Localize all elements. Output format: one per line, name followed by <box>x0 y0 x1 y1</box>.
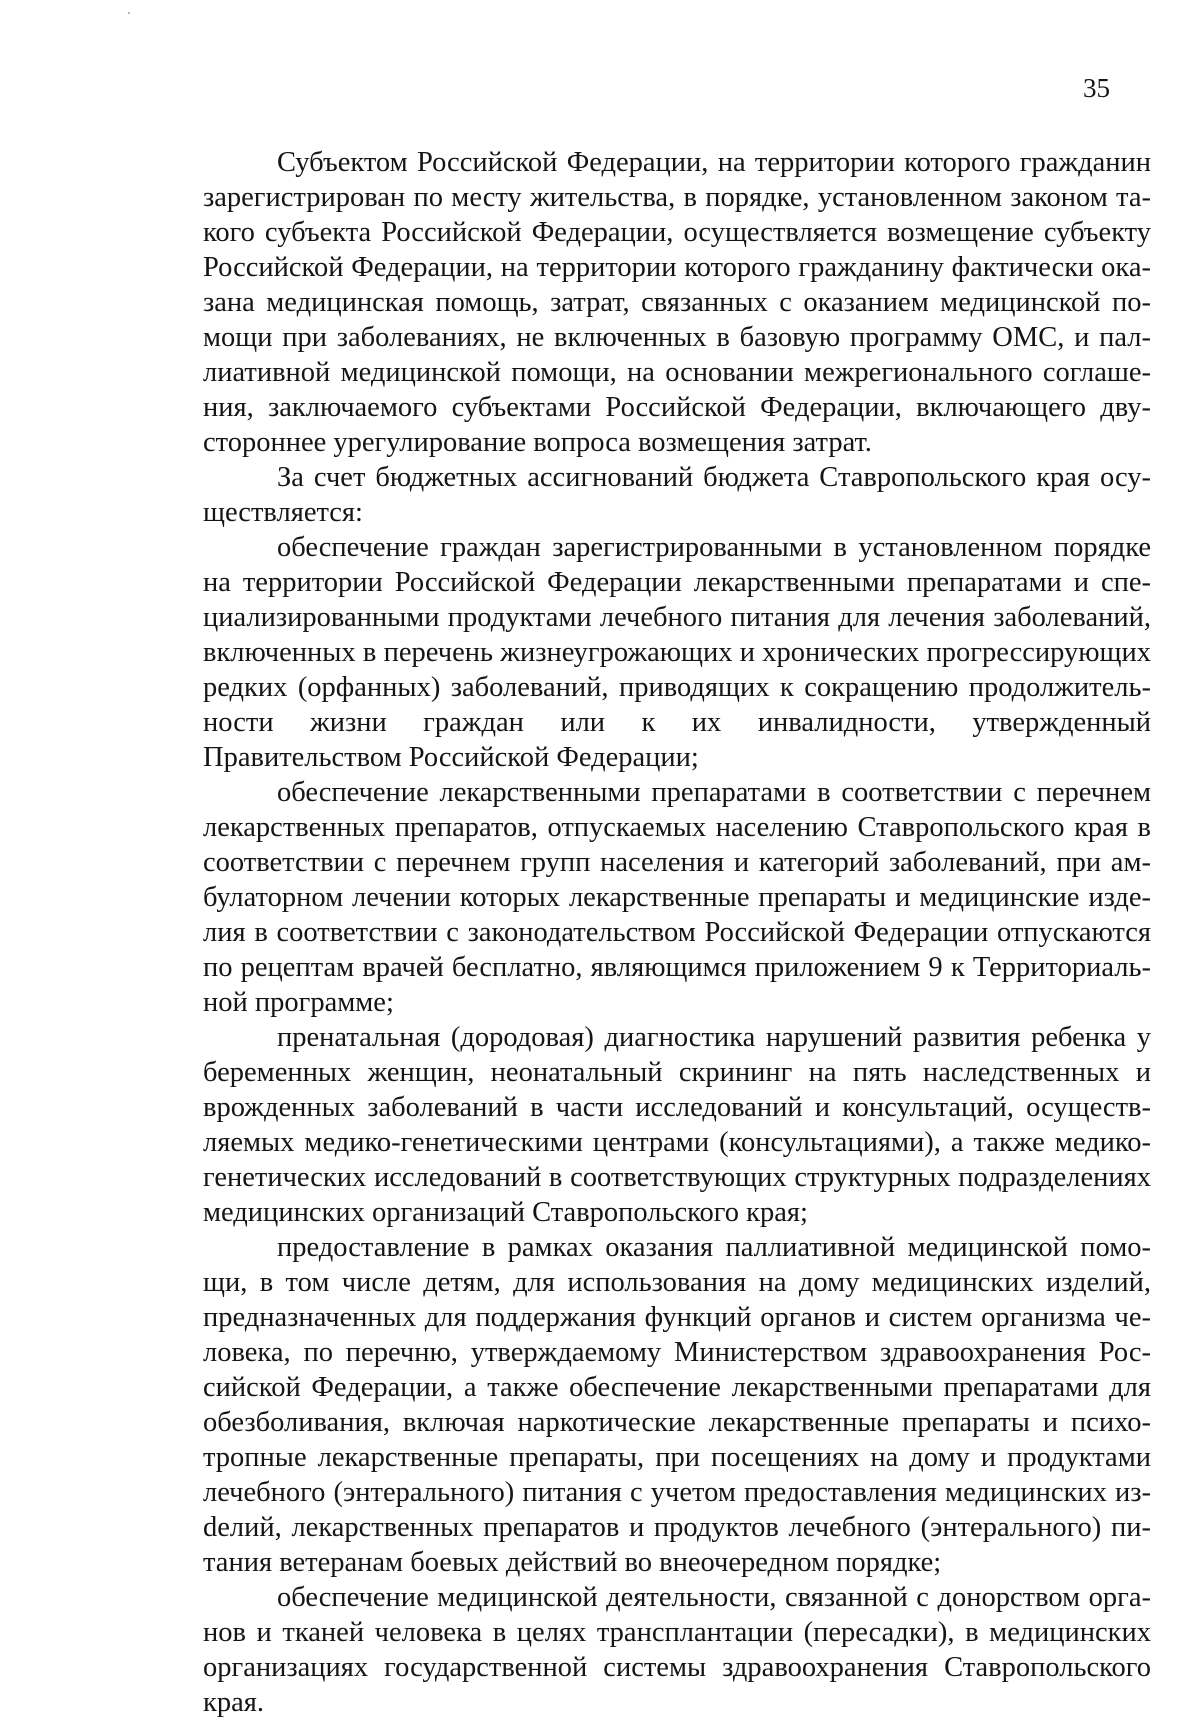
paragraph: предоставление в рамках оказания паллиативной медицинской помощи, в том числе детям, для использования на дому медицинских изделий, предназначенных для поддержания функций органов и систем организма человека, по перечню, утверждаемому Министерством здравоохранения Российской Федерации, а также обеспечение лекарственными препаратами для обезболивания, включая наркотические лекарственные препараты и психотропные лекарственные препараты, при посещениях на дому и продуктами лечебного (энтерального) питания с учетом предоставления медицинских изdелий, лекарственных препаратов и продуктов лечебного (энтерального) питания ветеранам боевых действий во внеочередном порядке; <box>203 1232 1151 1578</box>
scan-speck <box>128 12 130 14</box>
body-text <box>203 145 1151 1720</box>
paragraph: обеспечение медицинской деятельности, связанной с донорством органов и тканей человека в целях трансплантации (пересадки), в медицинских организациях государственной системы здравоохранения Ставропольского края. <box>203 1582 1151 1718</box>
paragraph: За счет бюджетных ассигнований бюджета Ставропольского края осуществляется: <box>203 462 1151 528</box>
paragraph: обеспечение лекарственными препаратами в соответствии с перечнем лекарственных препаратов, отпускаемых населению Ставропольского края в соответствии с перечнем групп населения и категорий заболеваний, при амбулаторном лечении которых лекарственные препараты и медицинские изделия в соответствии с законодательством Российской Федерации отпускаются по рецептам врачей бесплатно, являющимся приложением 9 к Территориальной программе; <box>203 777 1151 1018</box>
paragraph: пренатальная (дородовая) диагностика нарушений развития ребенка у беременных женщин, неонатальный скрининг на пять наследственных и врожденных заболеваний в части исследований и консультаций, осуществляемых медико-генетическими центрами (консультациями), а также медико-генетических исследований в соответствующих структурных подразделениях медицинских организаций Ставропольского края; <box>203 1022 1151 1228</box>
paragraph: обеспечение граждан зарегистрированными в установленном порядке на территории Российской Федерации лекарственными препаратами и специализированными продуктами лечебного питания для лечения заболеваний, включенных в перечень жизнеугрожающих и хронических прогрессирующих редких (орфанных) заболеваний, приводящих к сокращению продолжительности жизни граждан или к их инвалидности, утвержденный Правительством Российской Федерации; <box>203 532 1151 773</box>
paragraph: Субъектом Российской Федерации, на территории которого гражданин зарегистрирован по месту жительства, в порядке, установленном законом такого субъекта Российской Федерации, осуществляется возмещение субъекту Российской Федерации, на территории которого гражданину фактически оказана медицинская помощь, затрат, связанных с оказанием медицинской помощи при заболеваниях, не включенных в базовую программу ОМС, и паллиативной медицинской помощи, на основании межрегионального соглашения, заключаемого субъектами Российской Федерации, включающего двустороннее урегулирование вопроса возмещения затрат. <box>203 147 1151 458</box>
page-number: 35 <box>1083 73 1110 103</box>
